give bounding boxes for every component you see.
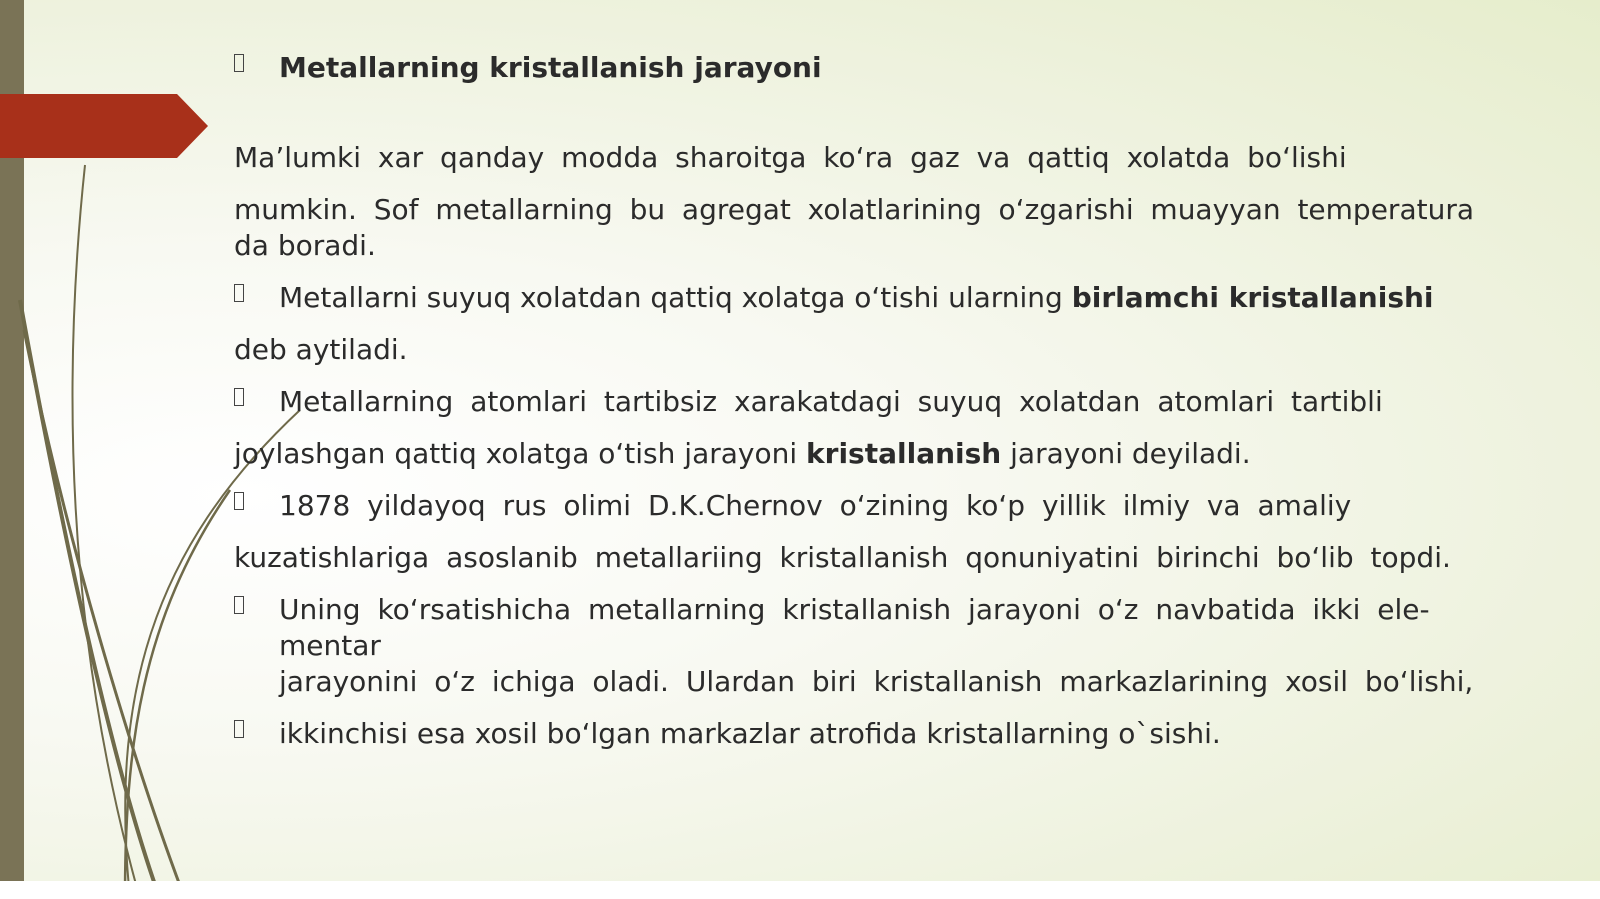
bullet-icon (234, 54, 244, 72)
slide-content (234, 50, 1474, 752)
bottom-strip (0, 881, 1600, 899)
paragraph-2-end: jarayoni deyiladi. (1001, 437, 1251, 470)
paragraph-2-continuation (234, 436, 1474, 472)
bullet-icon (234, 492, 244, 510)
bullet-icon (234, 284, 244, 302)
bullet-icon (234, 596, 244, 614)
paragraph-1-bold: birlamchi kristallanishi (1071, 281, 1434, 314)
paragraph-4-line-3: jarayonini o‘z ichiga oladi. Ulardan biri kristallanish markazlarining xosil bo‘lishi, (279, 665, 1474, 698)
paragraph-4-line-2: mentar (279, 629, 381, 662)
intro-line-3: da boradi. (234, 229, 376, 262)
paragraph-3 (234, 488, 1474, 524)
paragraph-1-continuation: deb aytiladi. (234, 333, 408, 366)
slide-title-text: Metallarning kristallanish jarayoni (279, 51, 822, 84)
bullet-icon (234, 388, 244, 406)
slide-title (234, 50, 1474, 86)
paragraph-2-line-1: Metallarning atomlari tartibsiz xarakatdagi suyuq xolatdan atomlari tartibli (279, 385, 1383, 418)
paragraph-3-line-1: 1878 yildayoq rus olimi D.K.Chernov o‘zining ko‘p yillik ilmiy va amaliy (279, 489, 1352, 522)
intro-line-2: mumkin. Sof metallarning bu agregat xolatlarining o‘zgarishi muayyan temperatura (234, 193, 1474, 226)
paragraph-4 (234, 592, 1474, 700)
paragraph-4-line-1: Uning ko‘rsatishicha metallarning kristallanish jarayoni o‘z navbatida ikki ele- (279, 593, 1430, 626)
paragraph-3-line-2: kuzatishlariga asoslanib metallariing kristallanish qonuniyatini birinchi bo‘lib topdi. (234, 541, 1451, 574)
paragraph-2-bold: kristallanish (806, 437, 1002, 470)
paragraph-2 (234, 384, 1474, 420)
paragraph-1 (234, 280, 1474, 316)
paragraph-5-line-1: ikkinchisi esa xosil bo‘lgan markazlar atrofida kristallarning o`sishi. (279, 717, 1221, 750)
bullet-icon (234, 720, 244, 738)
paragraph-1-text: Metallarni suyuq xolatdan qattiq xolatga o‘tishi ularning (279, 281, 1072, 314)
red-arrow-banner (0, 0, 210, 899)
paragraph-2-text: joylashgan qattiq xolatga o‘tish jarayoni (234, 437, 807, 470)
paragraph-5 (234, 716, 1474, 752)
intro-line-1: Ma’lumki xar qanday modda sharoitga ko‘ra gaz va qattiq xolatda bo‘lishi (234, 141, 1347, 174)
